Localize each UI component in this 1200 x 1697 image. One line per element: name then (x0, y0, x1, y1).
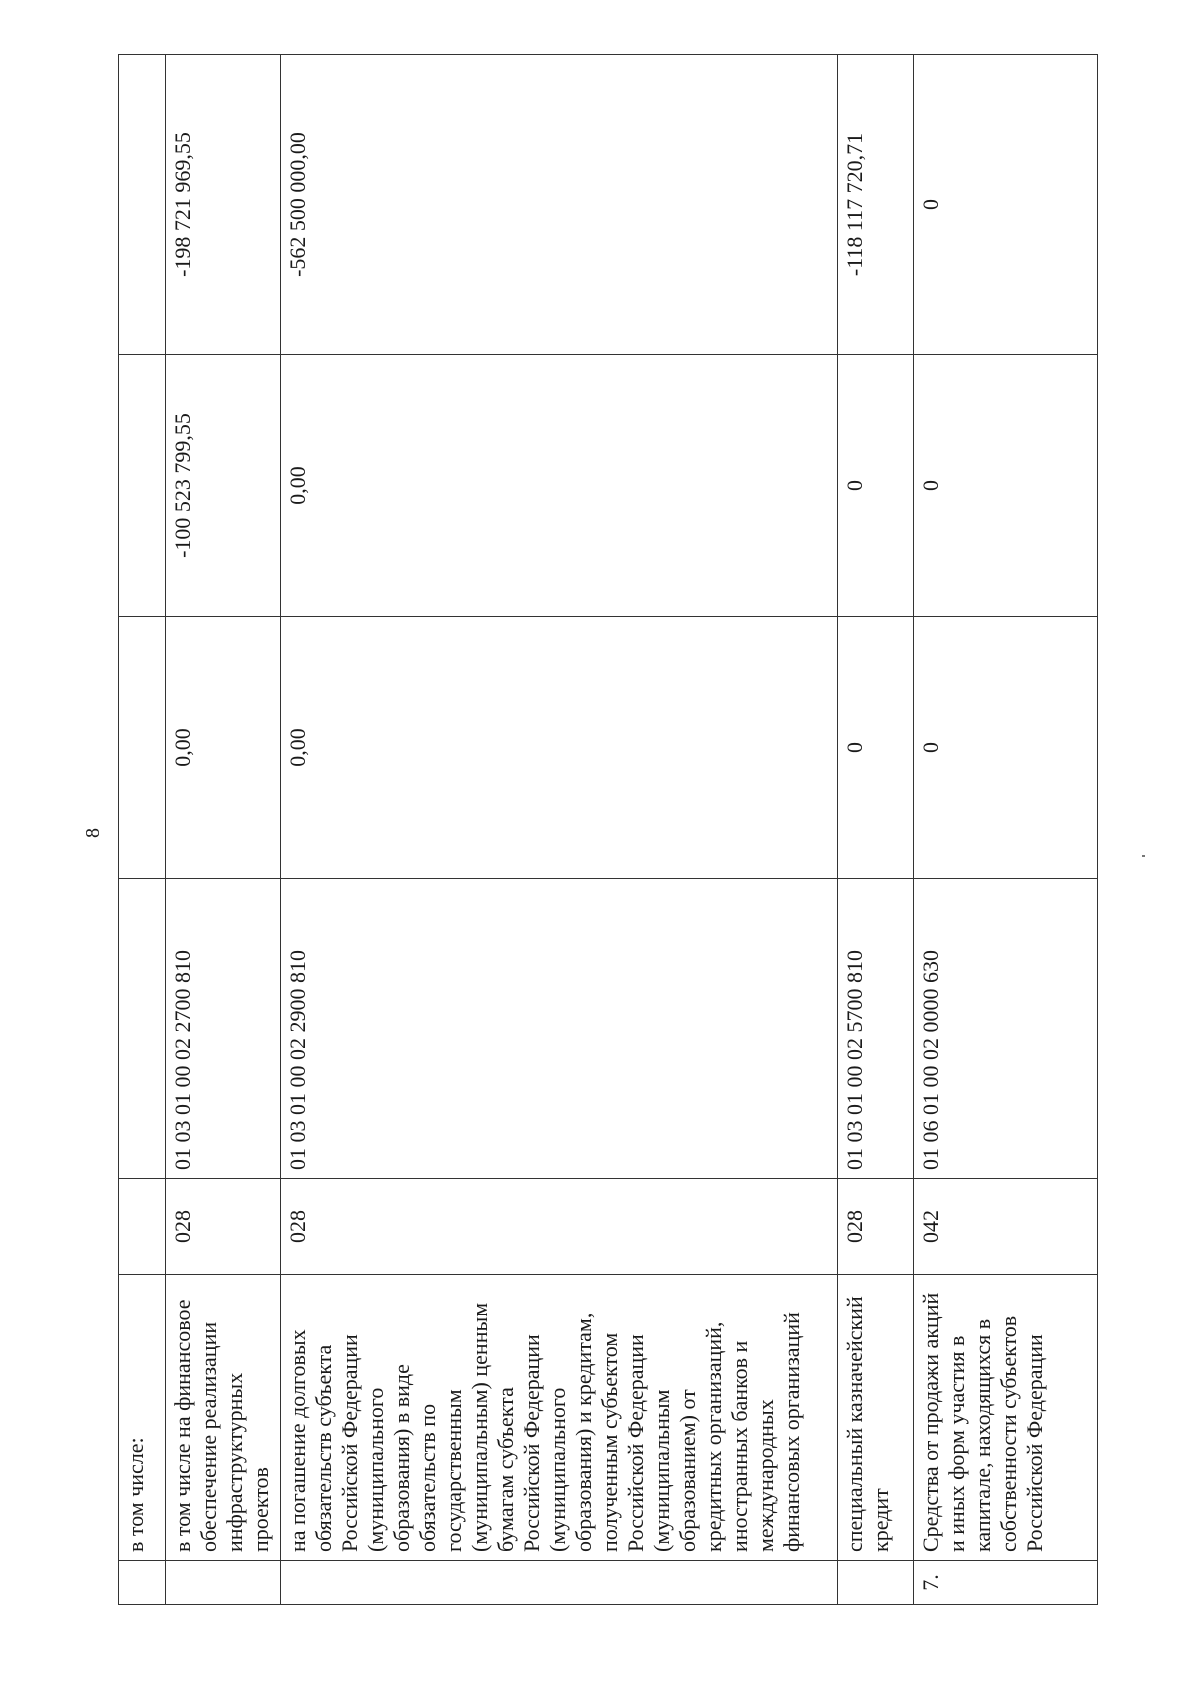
table-row (165, 55, 280, 1605)
budget-classification-code: 01 03 01 00 02 5700 810 (837, 879, 913, 1179)
value-col-3: -562 500 000,00 (281, 55, 838, 355)
row-name: специальный казначейский кредит (837, 1275, 913, 1561)
budget-table-rotated (118, 55, 1098, 1605)
value-col-1 (119, 617, 166, 879)
value-col-3: -198 721 969,55 (165, 55, 280, 355)
row-name: в том числе: (119, 1275, 166, 1561)
admin-code: 042 (914, 1179, 1098, 1275)
row-index (281, 1561, 838, 1605)
budget-sources-table (118, 54, 1098, 1605)
value-col-2: 0 (914, 355, 1098, 617)
value-col-3: 0 (914, 55, 1098, 355)
page-number: 8 (82, 828, 104, 838)
table-row (914, 55, 1098, 1605)
admin-code (119, 1179, 166, 1275)
value-col-3: -118 117 720,71 (837, 55, 913, 355)
row-name: Средства от продажи акций и иных форм участия в капитале, находящихся в собственности субъектов Российской Федерации (914, 1275, 1098, 1561)
value-col-2: -100 523 799,55 (165, 355, 280, 617)
value-col-2 (119, 355, 166, 617)
row-name: на погашение долговых обязательств субъекта Российской Федерации (муниципального образования) в виде обязательств по государственным (муниципальным) ценным бумагам субъекта Российской Федерации (муниципального образования) и кредитам, полученным субъектом Российской Федерации (муниципальным образованием) от кредитных организаций, иностранных банков и международных финансовых организаций (281, 1275, 838, 1561)
value-col-2: 0 (837, 355, 913, 617)
value-col-3 (119, 55, 166, 355)
value-col-2: 0,00 (281, 355, 838, 617)
row-name: в том числе на финансовое обеспечение реализации инфраструктурных проектов (165, 1275, 280, 1561)
admin-code: 028 (281, 1179, 838, 1275)
table-row (119, 55, 166, 1605)
row-index: 7. (914, 1561, 1098, 1605)
budget-classification-code (119, 879, 166, 1179)
budget-classification-code: 01 03 01 00 02 2900 810 (281, 879, 838, 1179)
budget-classification-code: 01 06 01 00 02 0000 630 (914, 879, 1098, 1179)
value-col-1: 0 (837, 617, 913, 879)
row-index (837, 1561, 913, 1605)
table-row (281, 55, 838, 1605)
scan-speck (1142, 855, 1145, 857)
budget-classification-code: 01 03 01 00 02 2700 810 (165, 879, 280, 1179)
value-col-1: 0,00 (165, 617, 280, 879)
value-col-1: 0,00 (281, 617, 838, 879)
table-row (837, 55, 913, 1605)
value-col-1: 0 (914, 617, 1098, 879)
admin-code: 028 (837, 1179, 913, 1275)
row-index (119, 1561, 166, 1605)
admin-code: 028 (165, 1179, 280, 1275)
row-index (165, 1561, 280, 1605)
